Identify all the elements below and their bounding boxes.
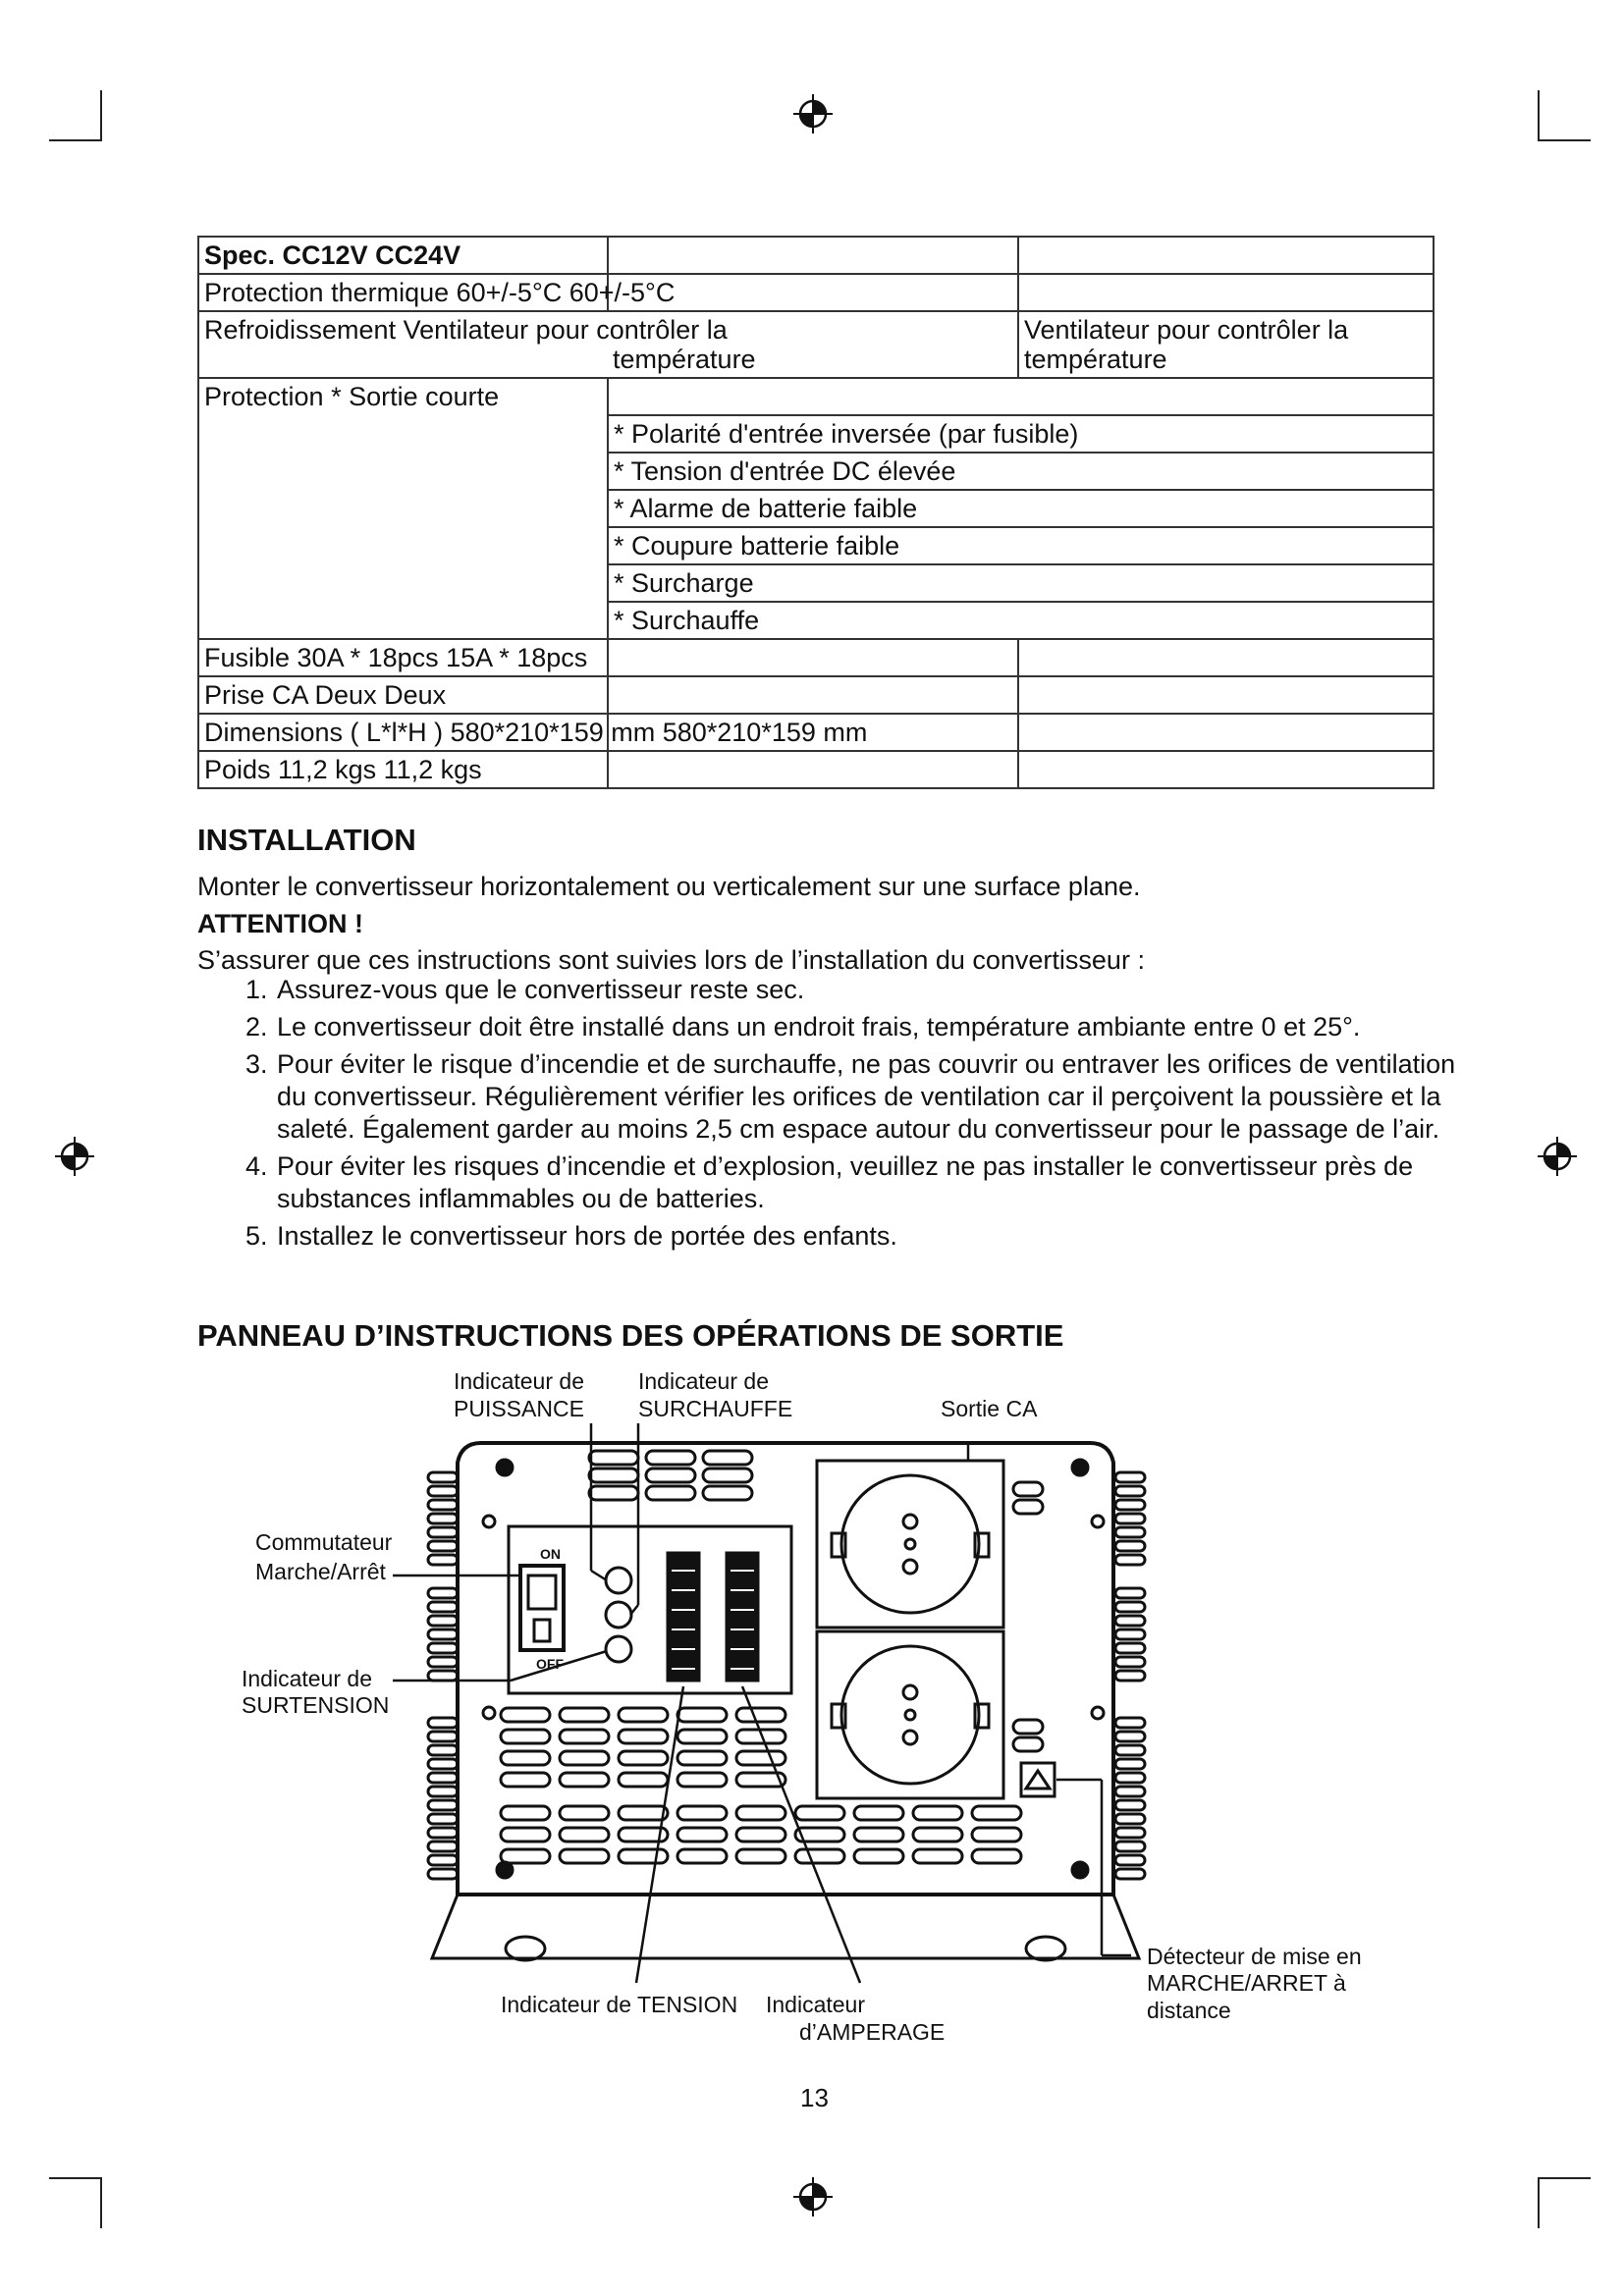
lower-vents [501,1708,1043,1863]
table-cell [608,676,1018,714]
crop-mark-top-right [1538,139,1591,141]
crop-mark-bottom-left [49,2177,102,2179]
table-cell [198,311,1018,378]
list-item: 1. Assurez-vous que le convertisseur reste sec. [275,974,1483,1006]
list-item: 4. Pour éviter les risques d’incendie et d’explosion, veuillez ne pas installer le convertisseur près de substances inflammables ou de batteries. [275,1150,1483,1215]
label-power-1: Indicateur de [454,1368,584,1394]
table-cell [1018,274,1434,311]
table-row [198,639,1434,676]
registration-mark-icon [793,94,833,133]
table-row [198,237,1434,274]
cooling-line-1: Refroidissement Ventilateur pour contrôler la [204,315,728,345]
table-cell: * Alarme de batterie faible [608,490,1434,527]
table-row [198,751,1434,788]
table-cell [1018,676,1434,714]
installation-intro: Monter le convertisseur horizontalement ou verticalement sur une surface plane. [197,872,1141,901]
table-cell: * Tension d'entrée DC élevée [608,453,1434,490]
label-remote-2: MARCHE/ARRET à [1147,1970,1346,1996]
crop-mark-top-right [1538,90,1540,141]
panel-title: PANNEAU D’INSTRUCTIONS DES OPÉRATIONS DE SORTIE [197,1318,1064,1353]
table-cell [608,378,1434,415]
installation-lead: S’assurer que ces instructions sont suivies lors de l’installation du convertisseur : [197,945,1145,975]
page-number: 13 [800,2083,829,2112]
overheat-indicator-light [606,1602,631,1628]
table-cell: Prise CA Deux Deux [198,676,608,714]
table-cell [608,639,1018,676]
table-row [198,311,1434,378]
crop-mark-top-left [49,139,102,141]
label-voltage: Indicateur de TENSION [501,1992,738,2017]
table-cell: Protection thermique 60+/-5°C 60+/-5°C [198,274,608,311]
registration-mark-icon [1538,1137,1577,1176]
table-cell: Protection * Sortie courte [198,378,608,639]
table-cell [608,237,1018,274]
table-cell: * Surchauffe [608,602,1434,639]
table-cell: * Coupure batterie faible [608,527,1434,564]
label-overheat-2: SURCHAUFFE [638,1396,793,1421]
label-remote-3: distance [1147,1998,1231,2023]
installation-list [238,974,1483,1257]
label-overheat-1: Indicateur de [638,1368,769,1394]
table-cell [1018,639,1434,676]
label-power-2: PUISSANCE [454,1396,584,1421]
label-remote-1: Détecteur de mise en [1147,1944,1362,1969]
label-surge-2: SURTENSION [242,1692,390,1718]
list-item: 2. Le convertisseur doit être installé dans un endroit frais, température ambiante entre 0 et 25°. [275,1011,1483,1043]
crop-mark-bottom-left [100,2177,102,2228]
table-row [198,714,1434,751]
table-cell [608,751,1018,788]
cooling-line-2: température [613,345,756,374]
table-cell [1018,714,1434,751]
power-indicator-light [606,1568,631,1593]
spec-table [197,236,1435,789]
crop-mark-bottom-right [1538,2177,1591,2179]
label-switch-2: Marche/Arrêt [255,1559,386,1584]
table-row [198,676,1434,714]
label-switch-1: Commutateur [255,1529,393,1555]
table-cell: Fusible 30A * 18pcs 15A * 18pcs [198,639,608,676]
table-cell: Poids 11,2 kgs 11,2 kgs [198,751,608,788]
table-cell: * Surcharge [608,564,1434,602]
remote-port [1021,1763,1055,1796]
label-amperage-1: Indicateur [766,1992,866,2017]
right-fins [1115,1472,1145,1879]
amperage-meter [727,1553,758,1681]
table-row [198,274,1434,311]
attention-heading: ATTENTION ! [197,909,363,938]
table-cell: Dimensions ( L*l*H ) 580*210*159 mm 580*210*159 mm [198,714,608,751]
table-cell [1018,237,1434,274]
registration-mark-icon [55,1137,94,1176]
table-row [198,378,1434,415]
registration-mark-icon [793,2177,833,2216]
inverter-panel-diagram [393,1423,1198,2002]
table-cell: Spec. CC12V CC24V [198,237,608,274]
cooling-value-line-1: Ventilateur pour contrôler la [1024,315,1349,345]
label-surge-1: Indicateur de [242,1666,372,1691]
switch-off-label: OFF [536,1656,564,1672]
list-item: 3. Pour éviter le risque d’incendie et de surchauffe, ne pas couvrir ou entraver les orifices de ventilation du convertisseur. Régulièrement vérifier les orifices de ventilation car il perçoivent la poussière et la saleté. Également garder au moins 2,5 cm espace autour du convertisseur pour le passage de l’air. [275,1048,1483,1146]
surge-indicator-light [606,1636,631,1662]
label-ac-out: Sortie CA [941,1396,1038,1421]
table-cell [1018,751,1434,788]
label-amperage-2: d’AMPERAGE [799,2019,946,2045]
voltage-meter [668,1553,699,1681]
table-cell [1018,311,1434,378]
table-cell: * Polarité d'entrée inversée (par fusible) [608,415,1434,453]
crop-mark-bottom-right [1538,2177,1540,2228]
list-item: 5. Installez le convertisseur hors de portée des enfants. [275,1220,1483,1253]
crop-mark-top-left [100,90,102,141]
switch-on-label: ON [540,1546,561,1562]
left-fins [428,1472,458,1879]
cooling-value-line-2: température [1024,345,1167,374]
installation-title: INSTALLATION [197,823,416,857]
